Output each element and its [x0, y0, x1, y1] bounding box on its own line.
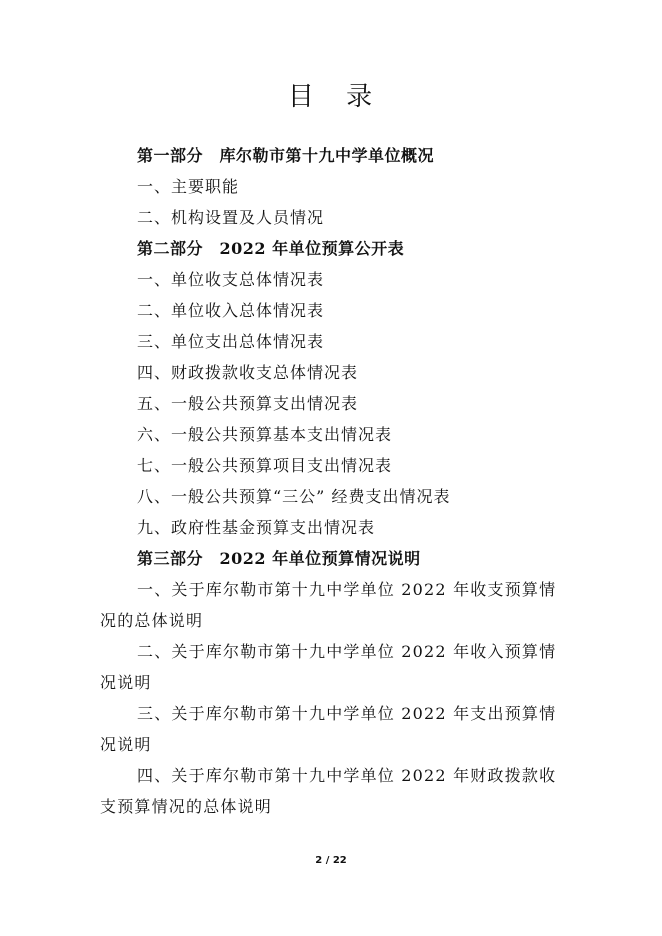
- toc-paragraph-text: 一、关于库尔勒市第十九中学单位 2022 年收支预算情况的总体说明: [100, 580, 557, 630]
- toc-item: 一、单位收支总体情况表: [137, 270, 325, 289]
- toc-item: 八、一般公共预算“三公” 经费支出情况表: [137, 487, 451, 506]
- toc-heading-part-2: 第二部分 2022 年单位预算公开表: [137, 239, 405, 258]
- toc-item: 七、一般公共预算项目支出情况表: [137, 456, 393, 475]
- toc-item: 一、主要职能: [137, 177, 240, 196]
- toc-item: 二、机构设置及人员情况: [137, 208, 325, 227]
- toc-item: 六、一般公共预算基本支出情况表: [137, 425, 393, 444]
- toc-item: 九、政府性基金预算支出情况表: [137, 518, 376, 537]
- page-title: 目 录: [287, 82, 385, 112]
- toc-item: 二、单位收入总体情况表: [137, 301, 325, 320]
- toc-paragraph-item: [100, 698, 560, 760]
- toc-heading-part-1: 第一部分 库尔勒市第十九中学单位概况: [137, 146, 435, 165]
- toc-paragraph-item: [100, 574, 560, 636]
- toc-paragraph-text: 二、关于库尔勒市第十九中学单位 2022 年收入预算情况说明: [100, 642, 557, 692]
- toc-item: 三、单位支出总体情况表: [137, 332, 325, 351]
- toc-paragraph-text: 三、关于库尔勒市第十九中学单位 2022 年支出预算情况说明: [100, 704, 557, 754]
- toc-paragraph-item: [100, 636, 560, 698]
- toc-item: 五、一般公共预算支出情况表: [137, 394, 359, 413]
- toc-heading-part-3: 第三部分 2022 年单位预算情况说明: [137, 549, 421, 568]
- toc-paragraph-item: [100, 760, 560, 822]
- table-of-contents: [100, 140, 560, 822]
- toc-paragraph-text: 四、关于库尔勒市第十九中学单位 2022 年财政拨款收支预算情况的总体说明: [100, 766, 557, 816]
- page-number: 2 / 22: [315, 855, 347, 866]
- toc-item: 四、财政拨款收支总体情况表: [137, 363, 359, 382]
